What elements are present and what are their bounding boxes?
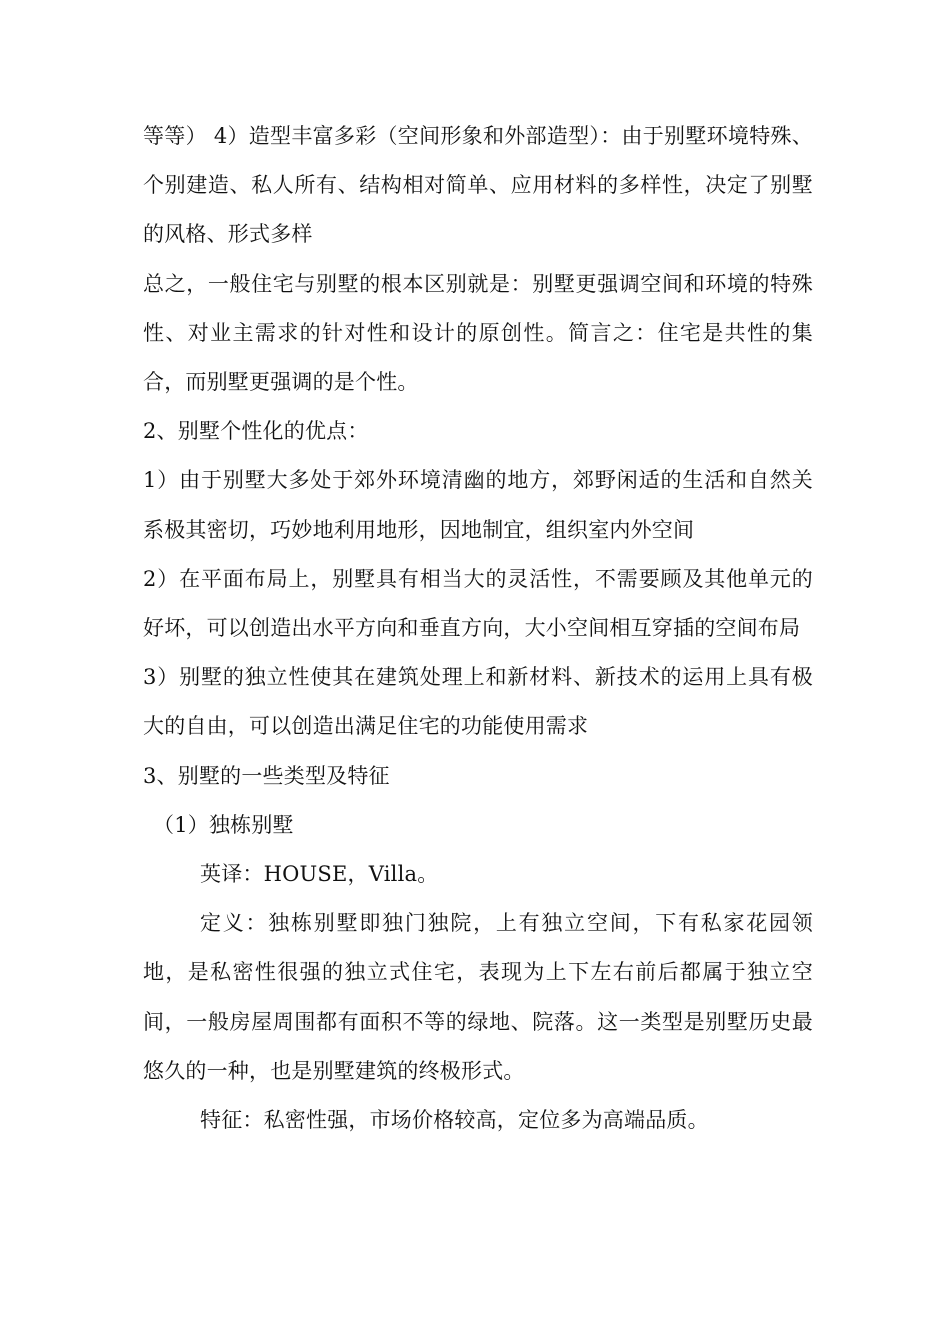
paragraph-english-translation: 英译：HOUSE，Villa。	[200, 862, 439, 887]
paragraph-definition: 定义：独栋别墅即独门独院，上有独立空间，下有私家花园领地，是私密性很强的独立式住宅，表现为上下左右前后都属于独立空间，一般房屋周围都有面积不等的绿地、院落。这一类型是别墅历史最悠久的一种，也是别墅建筑的终极形式。	[143, 911, 813, 1083]
section-heading-types: 3、别墅的一些类型及特征	[143, 763, 390, 788]
subheading-detached-villa: （1）独栋别墅	[153, 812, 294, 837]
paragraph-features: 特征：私密性强，市场价格较高，定位多为高端品质。	[200, 1108, 709, 1133]
list-item-advantage-2: 2）在平面布局上，别墅具有相当大的灵活性，不需要顾及其他单元的好坏，可以创造出水平方向和垂直方向，大小空间相互穿插的空间布局	[143, 566, 813, 641]
paragraph-summary: 总之，一般住宅与别墅的根本区别就是：别墅更强调空间和环境的特殊性、对业主需求的针对性和设计的原创性。简言之：住宅是共性的集合，而别墅更强调的是个性。	[143, 271, 813, 395]
paragraph-villa-form-variety: 等等） 4）造型丰富多彩（空间形象和外部造型）：由于别墅环境特殊、个别建造、私人所有、结构相对简单、应用材料的多样性，决定了别墅的风格、形式多样	[143, 124, 813, 247]
document-body	[143, 112, 813, 1145]
list-item-advantage-1: 1）由于别墅大多处于郊外环境清幽的地方，郊野闲适的生活和自然关系极其密切，巧妙地利用地形，因地制宜，组织室内外空间	[143, 468, 813, 542]
section-heading-advantages: 2、别墅个性化的优点：	[143, 419, 369, 444]
list-item-advantage-3: 3）别墅的独立性使其在建筑处理上和新材料、新技术的运用上具有极大的自由，可以创造出满足住宅的功能使用需求	[143, 665, 813, 739]
